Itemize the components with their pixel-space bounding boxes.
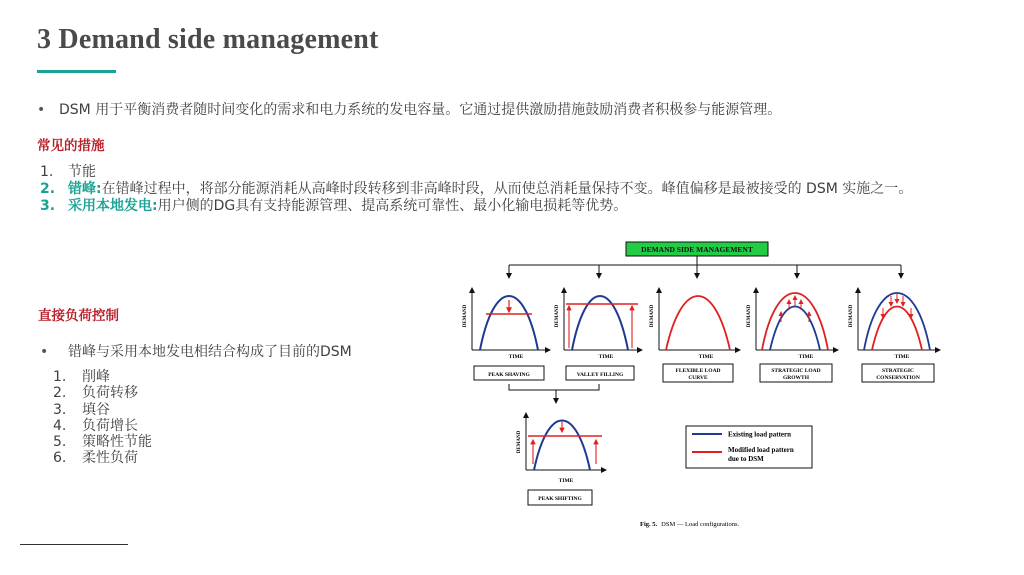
legend xyxy=(686,426,812,468)
list-item xyxy=(53,418,152,434)
list-number: 1. xyxy=(53,369,67,385)
intro-bullet-text: DSM 用于平衡消费者随时间变化的需求和电力系统的发电容量。它通过提供激励措施鼓励消费者积极参与能源管理。 xyxy=(59,102,782,118)
list-text: 在错峰过程中，将部分能源消耗从高峰时段转移到非高峰时段，从而使总消耗量保持不变。峰值偏移是最被接受的 DSM 实施之一。 xyxy=(101,181,913,197)
panel-label: VALLEY FILLING xyxy=(576,372,624,378)
list-item xyxy=(53,385,152,401)
measures-list xyxy=(40,164,912,215)
list-number: 1. xyxy=(40,164,54,180)
top-box-label: DEMAND SIDE MANAGEMENT xyxy=(641,245,753,254)
list-item xyxy=(40,164,912,181)
axis-y-label: DEMAND xyxy=(747,304,752,328)
panel-peak-shifting xyxy=(517,413,606,505)
axis-y-label: DEMAND xyxy=(463,304,468,328)
list-text: 用户侧的DG具有支持能源管理、提高系统可靠性、最小化输电损耗等优势。 xyxy=(157,198,628,214)
panel-label: FLEXIBLE LOAD xyxy=(675,368,721,374)
list-item xyxy=(53,450,152,466)
list-number: 6. xyxy=(53,450,67,467)
panel-conservation xyxy=(849,288,940,382)
panel-label: STRATEGIC LOAD xyxy=(771,368,821,374)
panel-label: CURVE xyxy=(688,375,708,381)
existing-curve xyxy=(770,307,820,351)
panel-label: CONSERVATION xyxy=(876,375,920,381)
list-text: 削峰 xyxy=(82,369,110,385)
panel-label: GROWTH xyxy=(783,375,809,381)
list-number: 5. xyxy=(53,434,67,451)
list-item xyxy=(53,369,152,385)
panel-valley-filling xyxy=(555,288,642,380)
list-number: 3. xyxy=(40,198,56,214)
axis-y-label: DEMAND xyxy=(555,304,560,328)
list-text: 柔性负荷 xyxy=(82,450,138,467)
bullet-dot-icon: • xyxy=(40,344,49,360)
list-text: 节能 xyxy=(68,164,96,180)
axis-x-label: TIME xyxy=(798,354,814,360)
list-number: 4. xyxy=(53,417,67,434)
panel-label: PEAK SHAVING xyxy=(488,372,530,378)
panel-label: STRATEGIC xyxy=(882,368,914,374)
footer-rule xyxy=(20,544,128,545)
title-underline xyxy=(37,70,116,73)
caption-text: DSM — Load configurations. xyxy=(661,521,740,528)
legend-existing-label: Existing load pattern xyxy=(728,430,792,439)
modified-curve xyxy=(872,307,922,351)
axis-x-label: TIME xyxy=(698,354,714,360)
list-text: 填谷 xyxy=(82,401,110,418)
direct-bullet-text: 错峰与采用本地发电相结合构成了目前的DSM xyxy=(68,344,352,360)
list-number: 3. xyxy=(53,401,67,418)
panel-label: PEAK SHIFTING xyxy=(538,496,582,502)
dsm-types-list xyxy=(53,369,152,467)
intro-bullet xyxy=(37,99,781,119)
legend-modified-label: Modified load pattern xyxy=(728,446,794,454)
axis-x-label: TIME xyxy=(598,354,614,360)
list-item xyxy=(53,434,152,450)
axis-x-label: TIME xyxy=(558,478,574,484)
dsm-diagram xyxy=(446,238,990,536)
dsm-figure xyxy=(446,238,990,536)
slide-title: 3 Demand side management xyxy=(37,24,379,55)
caption-prefix: Fig. 5. xyxy=(640,521,658,528)
legend-modified-label: due to DSM xyxy=(728,455,764,463)
common-measures-heading: 常见的措施 xyxy=(37,138,105,154)
direct-bullet xyxy=(40,341,352,361)
axis-x-label: TIME xyxy=(894,354,910,360)
axis-y-label: DEMAND xyxy=(650,304,655,328)
figure-caption xyxy=(640,521,740,528)
combine-bracket xyxy=(509,384,599,390)
direct-control-heading: 直接负荷控制 xyxy=(38,308,119,324)
panel-flexible-load xyxy=(650,288,740,382)
list-label: 错峰: xyxy=(68,181,102,197)
list-item xyxy=(40,198,912,215)
list-text: 负荷转移 xyxy=(82,385,138,402)
list-label: 采用本地发电: xyxy=(68,198,158,214)
axis-y-label: DEMAND xyxy=(849,304,854,328)
list-number: 2. xyxy=(53,385,67,402)
list-text: 策略性节能 xyxy=(82,434,152,451)
bullet-dot-icon: • xyxy=(37,102,46,118)
list-item xyxy=(53,402,152,418)
axis-x-label: TIME xyxy=(508,354,524,360)
list-number: 2. xyxy=(40,181,56,197)
panel-load-growth xyxy=(747,288,838,382)
modified-curve xyxy=(666,296,730,350)
list-text: 负荷增长 xyxy=(82,417,138,434)
axis-y-label: DEMAND xyxy=(517,430,522,454)
panel-peak-shaving xyxy=(463,288,550,380)
list-item xyxy=(40,181,912,198)
